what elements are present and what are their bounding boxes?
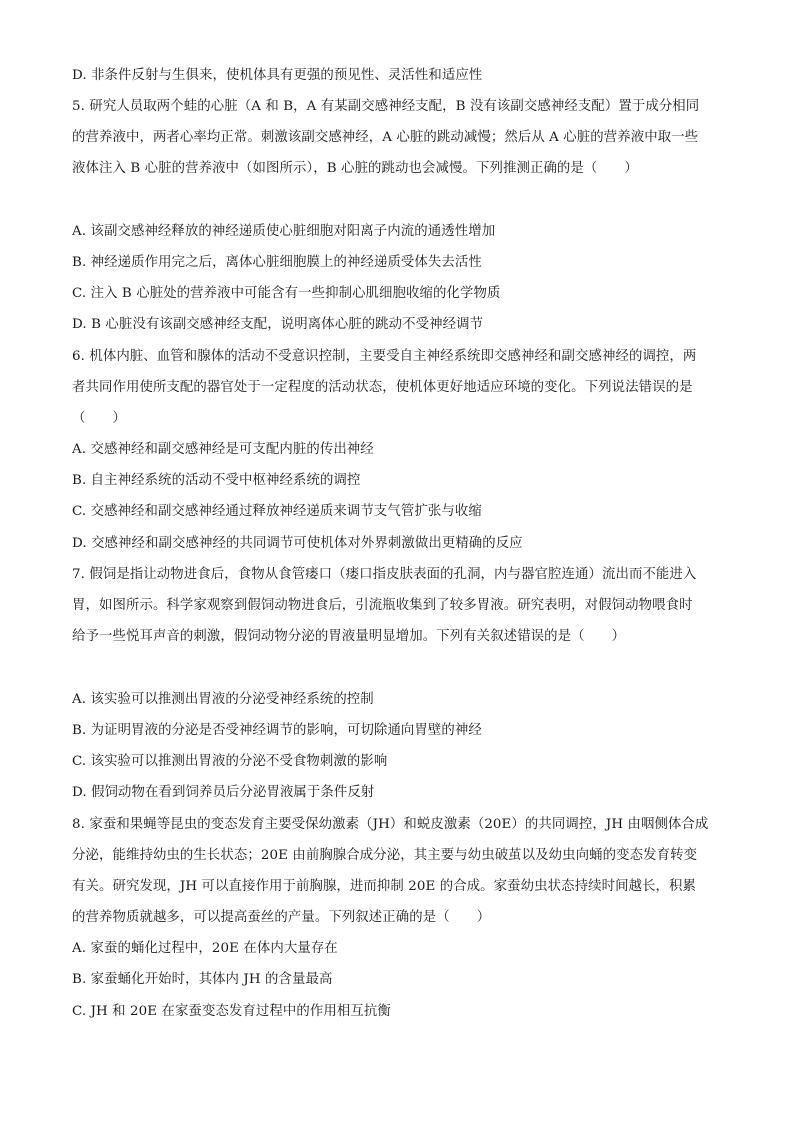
q6-option-c: C. 交感神经和副交感神经通过释放神经递质来调节支气管扩张与收缩	[72, 504, 482, 519]
q5-option-b: B. 神经递质作用完之后，离体心脏细胞膜上的神经递质受体失去活性	[72, 255, 482, 270]
q7-option-d: D. 假饲动物在看到饲养员后分泌胃液属于条件反射	[72, 785, 375, 800]
q4-option-d: D. 非条件反射与生俱来，使机体具有更强的预见性、灵活性和适应性	[72, 68, 483, 83]
q7-stem-line-2: 胃，如图所示。科学家观察到假饲动物进食后，引流瓶收集到了较多胃液。研究表明，对假饲动物喂食时	[72, 598, 693, 613]
q6-option-a: A. 交感神经和副交感神经是可支配内脏的传出神经	[72, 442, 374, 457]
q6-stem-line-1: 6. 机体内脏、血管和腺体的活动不受意识控制，主要受自主神经系统即交感神经和副交感神经的调控，两	[72, 349, 697, 364]
q7-option-b: B. 为证明胃液的分泌是否受神经调节的影响，可切除通向胃壁的神经	[72, 723, 482, 738]
q8-stem-line-2: 分泌，能维持幼虫的生长状态；20E 由前胸腺合成分泌，其主要与幼虫破茧以及幼虫向蛹的变态发育转变	[72, 848, 698, 863]
q5-stem-line-1: 5. 研究人员取两个蛙的心脏（A 和 B，A 有某副交感神经支配，B 没有该副交感神经支配）置于成分相同	[72, 99, 700, 114]
q5-stem-line-3: 液体注入 B 心脏的营养液中（如图所示），B 心脏的跳动也会减慢。下列推测正确的是（ ）	[72, 161, 638, 176]
q6-option-d: D. 交感神经和副交感神经的共同调节可使机体对外界刺激做出更精确的反应	[72, 536, 523, 551]
q5-option-d: D. B 心脏没有该副交感神经支配，说明离体心脏的跳动不受神经调节	[72, 317, 484, 332]
q5-option-a: A. 该副交感神经释放的神经递质使心脏细胞对阳离子内流的通透性增加	[72, 224, 496, 239]
q7-option-a: A. 该实验可以推测出胃液的分泌受神经系统的控制	[72, 692, 374, 707]
q6-option-b: B. 自主神经系统的活动不受中枢神经系统的调控	[72, 473, 361, 488]
q8-option-c: C. JH 和 20E 在家蚕变态发育过程中的作用相互抗衡	[72, 1004, 391, 1019]
q8-stem-line-4: 的营养物质就越多，可以提高蚕丝的产量。下列叙述正确的是（ ）	[72, 910, 491, 925]
q5-stem-line-2: 的营养液中，两者心率均正常。刺激该副交感神经，A 心脏的跳动减慢；然后从 A 心脏的营养液中取一些	[72, 130, 699, 145]
q7-option-c: C. 该实验可以推测出胃液的分泌不受食物刺激的影响	[72, 754, 388, 769]
q8-stem-line-1: 8. 家蚕和果蝇等昆虫的变态发育主要受保幼激素（JH）和蜕皮激素（20E）的共同调控，JH 由咽侧体合成	[72, 817, 709, 832]
q5-option-c: C. 注入 B 心脏处的营养液中可能含有一些抑制心肌细胞收缩的化学物质	[72, 286, 501, 301]
q7-stem-line-1: 7. 假饲是指让动物进食后，食物从食管瘘口（瘘口指皮肤表面的孔洞，内与器官腔连通）流出而不能进入	[72, 567, 697, 582]
q8-option-a: A. 家蚕的蛹化过程中，20E 在体内大量存在	[72, 941, 338, 956]
q8-stem-line-3: 有关。研究发现，JH 可以直接作用于前胸腺，进而抑制 20E 的合成。家蚕幼虫状态持续时间越长，积累	[72, 879, 697, 894]
q6-stem-line-3: （ ）	[72, 411, 126, 426]
q8-option-b: B. 家蚕蛹化开始时，其体内 JH 的含量最高	[72, 972, 333, 987]
q6-stem-line-2: 者共同作用使所支配的器官处于一定程度的活动状态，使机体更好地适应环境的变化。下列说法错误的是	[72, 380, 693, 395]
q7-stem-line-3: 给予一些悦耳声音的刺激，假饲动物分泌的胃液量明显增加。下列有关叙述错误的是（ ）	[72, 629, 626, 644]
